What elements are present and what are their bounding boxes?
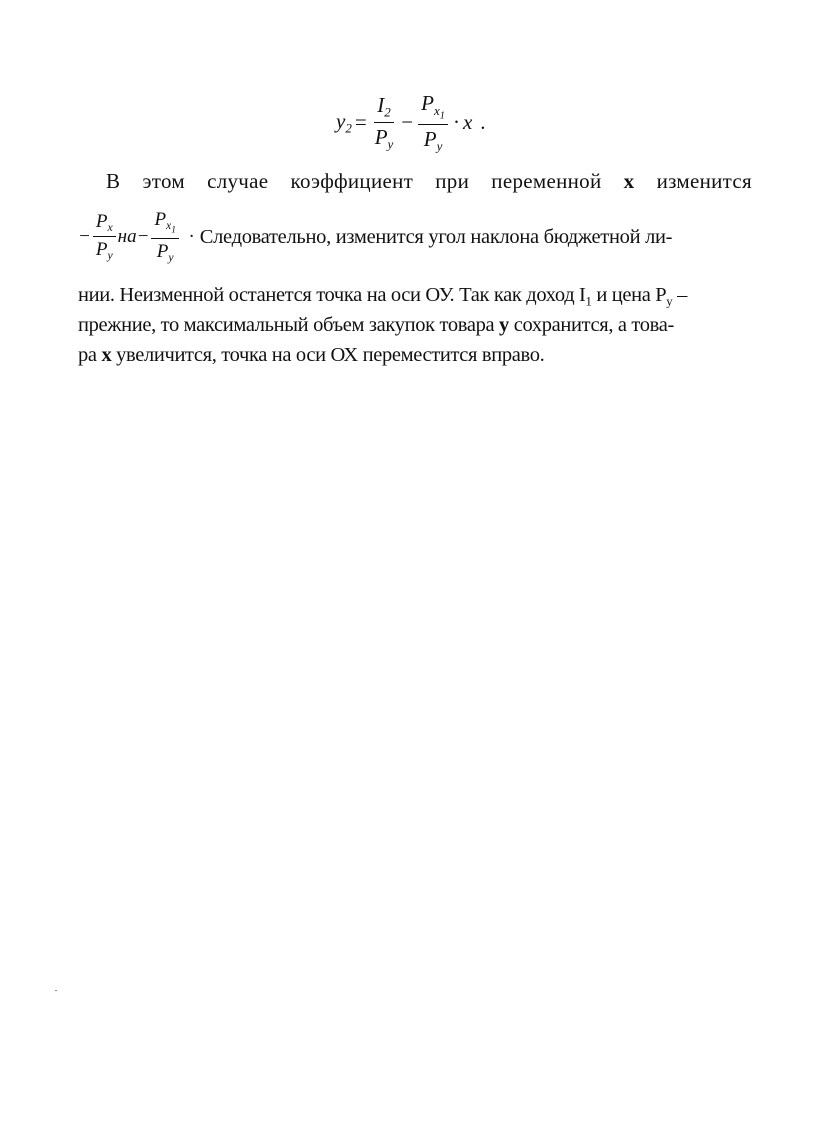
word: этом [142,169,185,193]
inline-formula: − $\frac{P_x}{P_y}$ на − $\frac{P_{x_1}}{P_y}$ · [78,209,194,265]
word: при [435,169,470,193]
equation-variable: x [462,110,473,135]
paragraph-line-4: прежние, то максимальный объем закупок товара y сохранится, а това- [78,314,674,336]
equation-period: . [480,110,486,135]
fraction-px1-over-py: $\frac{P_{x_1}}{P_y}$ [151,210,179,265]
word: коэффициент [290,169,414,193]
bold-variable-x: x [623,169,635,193]
bold-variable-y: y [499,314,509,336]
equation-lhs: $y_2$ [336,108,352,136]
scan-speck [55,990,57,991]
paragraph-line-2 [78,210,672,265]
line-2-text: Следовательно, изменится угол наклона бюджетной ли- [199,225,673,248]
paragraph-line-3: нии. Неизменной останется точка на оси ОУ. Так как доход $I_1$ и цена $P_y$ – [78,284,687,309]
word: изменится [656,169,752,193]
paragraph-line-1 [106,169,752,194]
fraction-income-over-price: $\frac{I_2}{P_y}$ [374,93,394,152]
dot: · [188,226,194,248]
word: В [106,169,121,193]
equals-sign: = [354,110,367,135]
fraction-px-over-py: $\frac{P_x}{P_y}$ [93,212,116,263]
equation [336,92,489,153]
paragraph-line-5: ра x увеличится, точка на оси ОХ переместится вправо. [78,344,545,366]
word: случае [207,169,269,193]
bold-variable-x: x [101,344,112,366]
word-na: на [117,226,137,248]
fraction-price-ratio: $\frac{P_{x_1}}{P_y}$ [418,92,448,153]
minus-sign: − [401,110,414,135]
multiply-dot: · [452,110,460,135]
word: переменной [491,169,602,193]
